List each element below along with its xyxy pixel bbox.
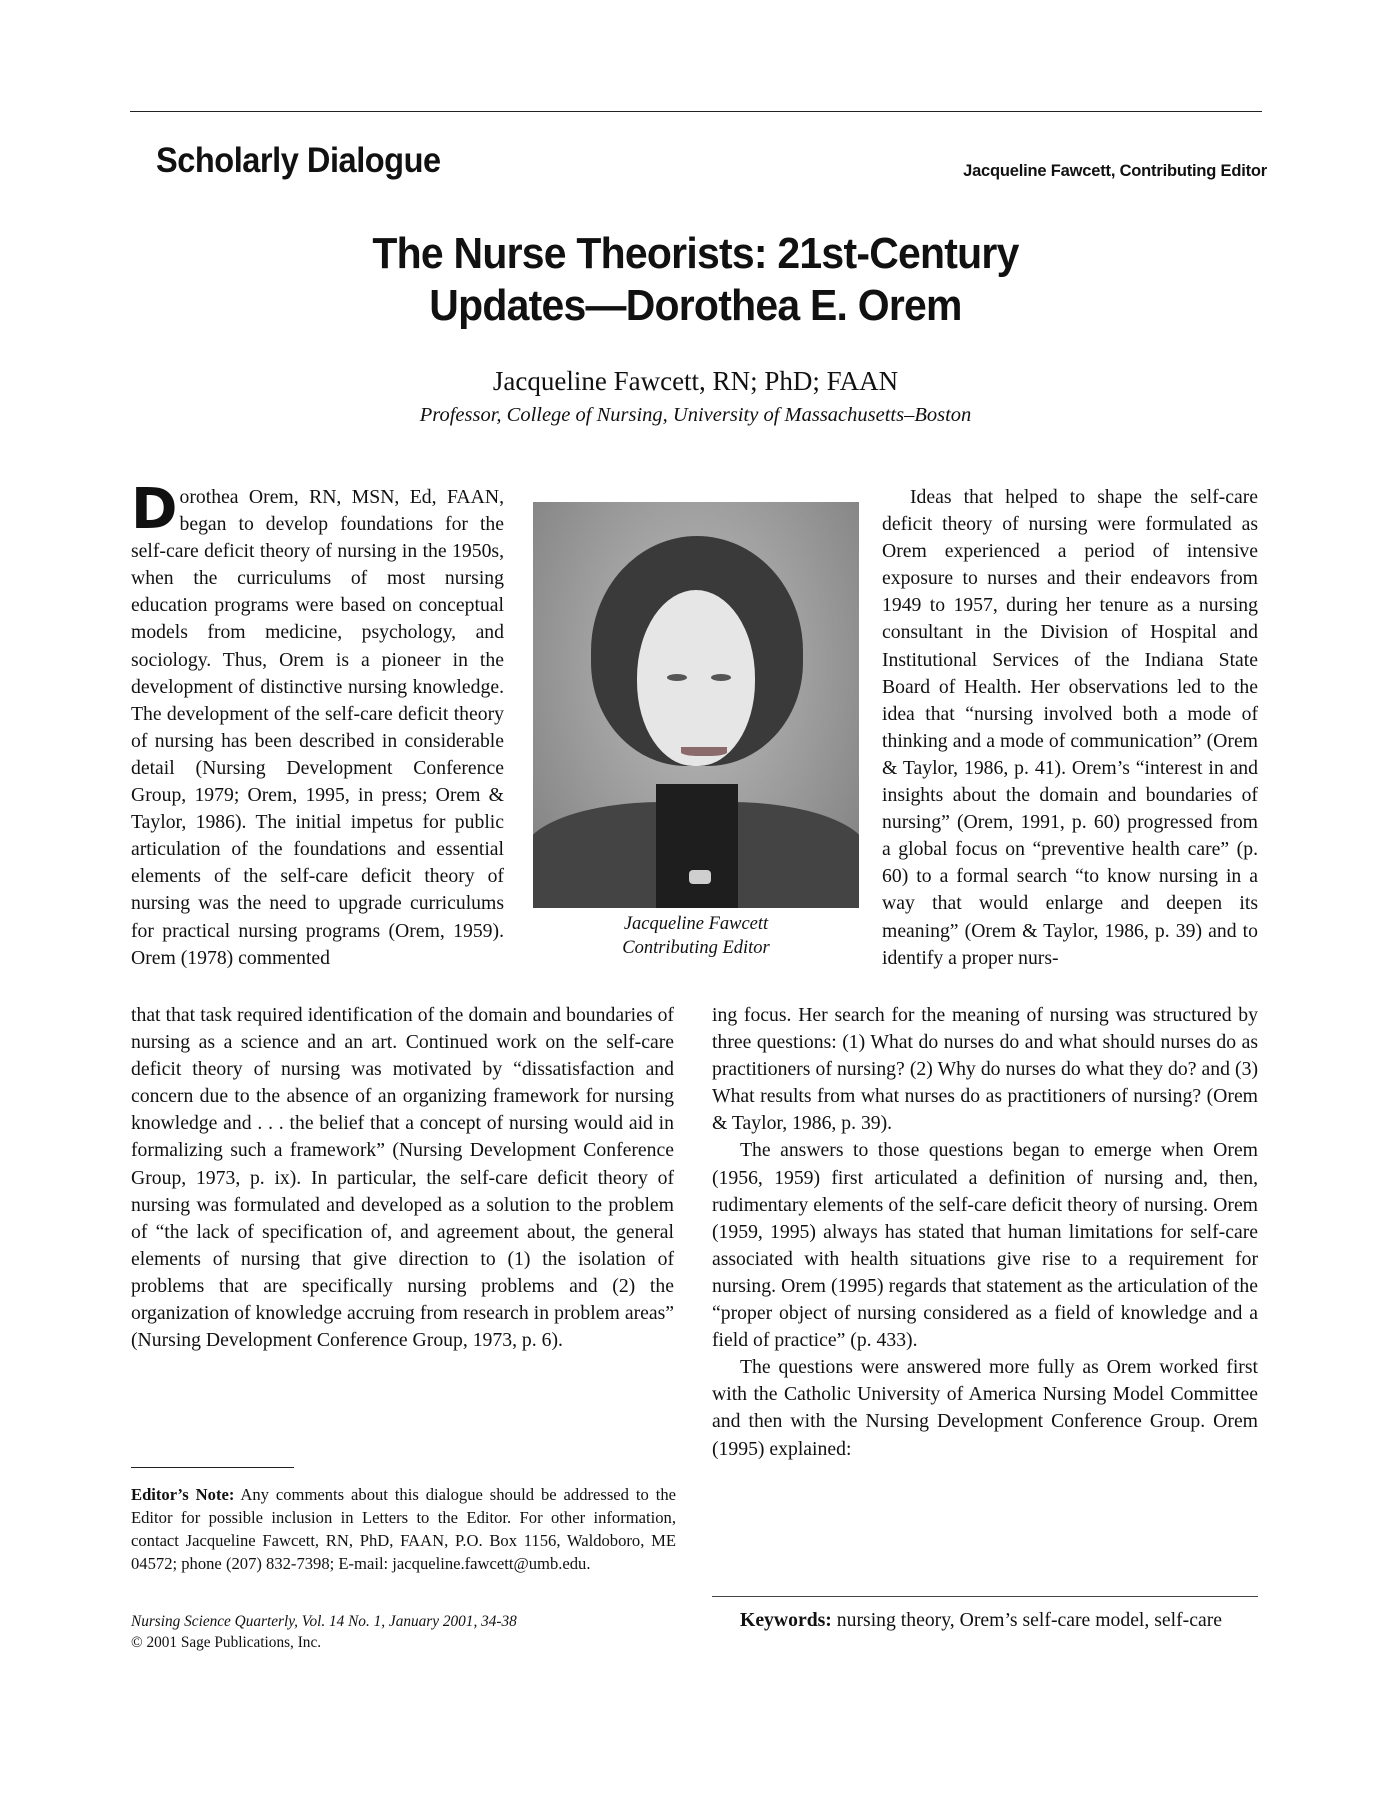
journal-citation bbox=[131, 1611, 676, 1653]
top-rule bbox=[130, 111, 1262, 112]
footnote-rule bbox=[131, 1467, 294, 1468]
section-label: Scholarly Dialogue bbox=[156, 141, 441, 180]
contributing-editor-label: Jacqueline Fawcett, Contributing Editor bbox=[963, 162, 1267, 180]
editors-note-label: Editor’s Note: bbox=[131, 1485, 235, 1504]
author-affiliation: Professor, College of Nursing, University of Massachusetts–Boston bbox=[419, 404, 972, 426]
photo-mouth bbox=[681, 747, 727, 756]
drop-cap: D bbox=[131, 477, 178, 542]
editors-note-text: Any comments about this dialogue should be addressed to the Editor for possible inclusion in Letters to the Editor. For other information, contact Jacqueline Fawcett, RN, PhD, FAAN, P.O. Box 1156, Waldoboro, ME 04572; phone (207) 832-7398; E-mail: jacqueline.fawcett@umb.edu. bbox=[131, 1485, 677, 1573]
keywords bbox=[712, 1607, 1258, 1634]
paragraph-questions-answered: The questions were answered more fully as Orem worked first with the Catholic University of America Nursing Model Committee and then with the Nursing Development Conference Group. Orem (1995) explained: bbox=[712, 1356, 1258, 1460]
intro-paragraph: orothea Orem, RN, MSN, Ed, FAAN, began to develop foundations for the self-care deficit theory of nursing in the 1950s, when the curriculums of most nursing education programs were based on conceptual models from medicine, psychology, and sociology. Thus, Orem is a pioneer in the development of distinctive nursing knowledge. The development of the self-care deficit theory of nursing has been described in considerable detail (Nursing Development Conference Group, 1979; Orem, 1995, in press; Orem & Taylor, 1986). The initial impetus for public articulation of the foundations and essential elements of the self-care deficit theory of nursing was the need to upgrade curriculums for practical nursing programs (Orem, 1959). Orem (1978) commented bbox=[131, 486, 504, 969]
photo-eye bbox=[711, 674, 731, 681]
portrait-photo bbox=[533, 502, 859, 908]
photo-caption bbox=[533, 912, 859, 960]
copyright-notice: © 2001 Sage Publications, Inc. bbox=[131, 1634, 322, 1651]
journal-reference: Nursing Science Quarterly, Vol. 14 No. 1, January 2001, 34-38 bbox=[131, 1613, 517, 1630]
article-title bbox=[0, 228, 1391, 332]
body-column-right-bottom bbox=[712, 1002, 1258, 1463]
body-column-right-top bbox=[882, 484, 1258, 972]
photo-collar bbox=[656, 784, 738, 908]
author-byline: Jacqueline Fawcett, RN; PhD; FAAN bbox=[492, 366, 899, 396]
keywords-label: Keywords: bbox=[740, 1609, 832, 1631]
photo-face bbox=[637, 590, 755, 766]
body-column-left-top bbox=[131, 477, 504, 972]
body-column-left-bottom: that that task required identification of the domain and boundaries of nursing as a science and an art. Continued work on the self-care deficit theory of nursing was motivated by “dissatisfaction and concern due to the absence of an organizing framework for nursing knowledge and . . . the belief that a concept of nursing would aid in formalizing such a framework” (Nursing Development Conference Group, 1973, p. ix). In particular, the self-care deficit theory of nursing was formulated and developed as a solution to the problem of “the lack of specification of, and agreement about, the general elements of nursing that give direction to (1) the isolation of problems that are specifically nursing problems and (2) the organization of knowledge accruing from research in problem areas” (Nursing Development Conference Group, 1973, p. 6). bbox=[131, 1004, 674, 1352]
keywords-rule bbox=[712, 1596, 1258, 1597]
photo-eye bbox=[667, 674, 687, 681]
title-line-2: Updates—Dorothea E. Orem bbox=[429, 281, 962, 330]
photo-brooch bbox=[689, 870, 711, 884]
paragraph-answers: The answers to those questions began to emerge when Orem (1956, 1959) first articulated a definition of nursing and, then, rudimentary elements of the self-care deficit theory of nursing. Orem (1959, 1995) always has stated that human limitations for self-care associated with health situations give rise to a requirement for nursing. Orem (1995) regards that statement as the articulation of the “proper object of nursing considered as a field of knowledge and a field of practice” (p. 433). bbox=[712, 1139, 1258, 1352]
title-line-1: The Nurse Theorists: 21st-Century bbox=[372, 229, 1019, 278]
keywords-text: nursing theory, Orem’s self-care model, self-care bbox=[831, 1609, 1222, 1631]
caption-role: Contributing Editor bbox=[622, 938, 770, 958]
paragraph-nursing-focus: ing focus. Her search for the meaning of nursing was structured by three questions: (1) What do nurses do and what should nurses do as practitioners of nursing? (2) Why do nurses do what they do? and (3) What results from what nurses do as practitioners of nursing? (Orem & Taylor, 1986, p. 39). bbox=[712, 1004, 1258, 1135]
caption-name: Jacqueline Fawcett bbox=[623, 914, 769, 934]
paragraph-ideas: Ideas that helped to shape the self-care deficit theory of nursing were formulated as Orem experienced a period of intensive exposure to nurses and their endeavors from 1949 to 1957, during her tenure as a nursing consultant in the Division of Hospital and Institutional Services of the Indiana State Board of Health. Her observations led to the idea that “nursing involved both a mode of thinking and a mode of communication” (Orem & Taylor, 1986, p. 41). Orem’s “interest in and insights about the domain and boundaries of nursing” (Orem, 1991, p. 60) progressed from a global focus on “preventive health care” (p. 60) to a formal search “to know nursing in a way that would enlarge and deepen its meaning” (Orem & Taylor, 1986, p. 39) and to identify a proper nurs- bbox=[882, 486, 1258, 969]
editors-note bbox=[131, 1483, 676, 1575]
